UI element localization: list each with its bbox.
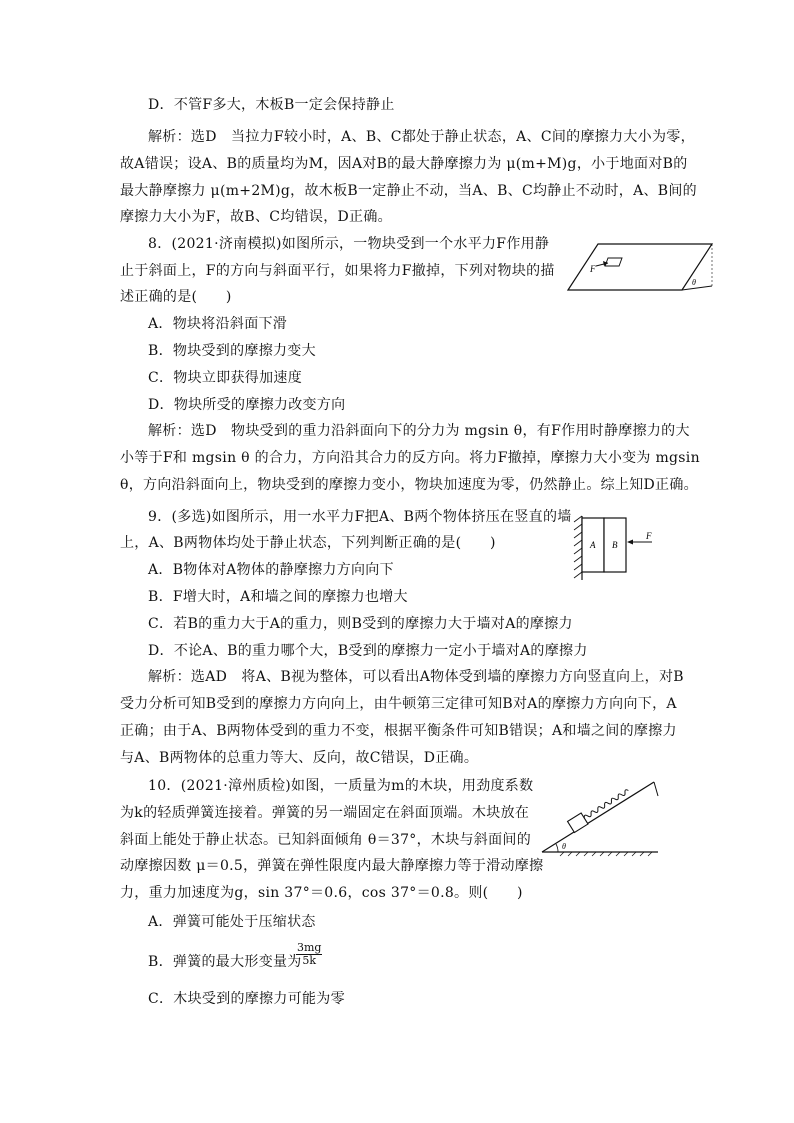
q8-stem-line-2: 止于斜面上，F的方向与斜面平行，如果将力F撤掉，下列对物块的描 (120, 263, 555, 279)
q9-analysis-line-4: 与A、B两物体的总重力等大、反向，故C错误，D正确。 (120, 750, 479, 766)
q9-option-d: D．不论A、B的重力哪个大，B受到的摩擦力一定小于墙对A的摩擦力 (148, 643, 588, 659)
q9-block-a-label: A (590, 540, 596, 550)
q9-wall-blocks-figure (572, 514, 662, 582)
q10-stem-line-2: 为k的轻质弹簧连接着。弹簧的另一端固定在斜面顶端。木块放在 (120, 805, 530, 821)
q9-force-label: F (646, 531, 652, 541)
q9-stem-line-2: 上，A、B两物体均处于静止状态，下列判断正确的是( ) (120, 535, 496, 551)
q8-force-label: F (590, 264, 596, 274)
q9-option-b: B．F增大时，A和墙之间的摩擦力也增大 (148, 589, 408, 605)
q8-analysis-line-2: 小等于F和 mgsin θ 的合力，方向沿其合力的反方向。将力F撤掉，摩擦力大小变为 mgsin (120, 450, 700, 466)
q10-stem-line-3: 斜面上能处于静止状态。已知斜面倾角 θ＝37°，木块与斜面间的 (120, 832, 531, 848)
q7-analysis-line-3: 最大静摩擦力 μ(m+2M)g，故木板B一定静止不动，当A、B、C均静止不动时，A、B间的 (120, 183, 697, 199)
q10-angle-label: θ (562, 842, 566, 851)
q8-stem-line-3: 述正确的是( ) (120, 289, 232, 305)
q10-stem-line-5: 力，重力加速度为g，sin 37°＝0.6，cos 37°＝0.8。则( ) (120, 885, 523, 901)
q9-stem-line-1: 9．(多选)如图所示，用一水平力F把A、B两个物体挤压在竖直的墙 (148, 509, 572, 525)
q10-stem-line-1: 10．(2021·漳州质检)如图，一质量为m的木块，用劲度系数 (148, 778, 534, 794)
q10-option-b: B．弹簧的最大形变量为 (148, 954, 302, 970)
q10-option-a: A．弹簧可能处于压缩状态 (148, 914, 316, 930)
q9-block-b-label: B (612, 540, 618, 550)
q8-analysis-line-3: θ，方向沿斜面向上，物块受到的摩擦力变小，物块加速度为零，仍然静止。综上知D正确。 (120, 477, 698, 493)
q8-angle-label: θ (692, 278, 696, 287)
q8-option-d: D．物块所受的摩擦力改变方向 (148, 397, 346, 413)
q7-analysis-line-2: 故A错误；设A、B的质量均为M，因A对B的最大静摩擦力为 μ(m+M)g，小于地面对B的 (120, 156, 688, 172)
q9-option-a: A．B物体对A物体的静摩擦力方向向下 (148, 562, 394, 578)
q9-analysis-line-2: 受力分析可知B受到的摩擦力方向向上，由牛顿第三定律可知B对A的摩擦力方向向下，A (120, 696, 677, 712)
q10-spring-incline-figure (536, 778, 662, 862)
q9-option-c: C．若B的重力大于A的重力，则B受到的摩擦力大于墙对A的摩擦力 (148, 616, 573, 632)
fraction-numerator: 3mg (297, 941, 322, 954)
fraction-denominator: 5k (302, 954, 317, 967)
q8-analysis-line-1: 解析：选D 物块受到的重力沿斜面向下的分力为 mgsin θ，有F作用时静摩擦力的大 (148, 423, 690, 439)
q8-option-c: C．物块立即获得加速度 (148, 370, 303, 386)
q7-option-d: D．不管F多大，木板B一定会保持静止 (148, 97, 395, 113)
q8-stem-line-1: 8．(2021·济南模拟)如图所示，一物块受到一个水平力F作用静 (148, 236, 550, 252)
q8-incline-figure (560, 236, 720, 298)
q7-analysis-line-1: 解析：选D 当拉力F较小时，A、B、C都处于静止状态，A、C间的摩擦力大小为零， (148, 129, 695, 145)
max-deformation-fraction (296, 942, 322, 967)
q10-stem-line-4: 动摩擦因数 μ＝0.5，弹簧在弹性限度内最大静摩擦力等于滑动摩擦 (120, 858, 544, 874)
q8-option-b: B．物块受到的摩擦力变大 (148, 343, 316, 359)
q9-analysis-line-3: 正确；由于A、B两物体受到的重力不变，根据平衡条件可知B错误；A和墙之间的摩擦力 (120, 723, 677, 739)
q8-option-a: A．物块将沿斜面下滑 (148, 316, 288, 332)
q10-option-c: C．木块受到的摩擦力可能为零 (148, 991, 345, 1007)
q7-analysis-line-4: 摩擦力大小为F，故B、C均错误，D正确。 (120, 209, 392, 225)
q9-analysis-line-1: 解析：选AD 将A、B视为整体，可以看出A物体受到墙的摩擦力方向竖直向上，对B (148, 669, 684, 685)
